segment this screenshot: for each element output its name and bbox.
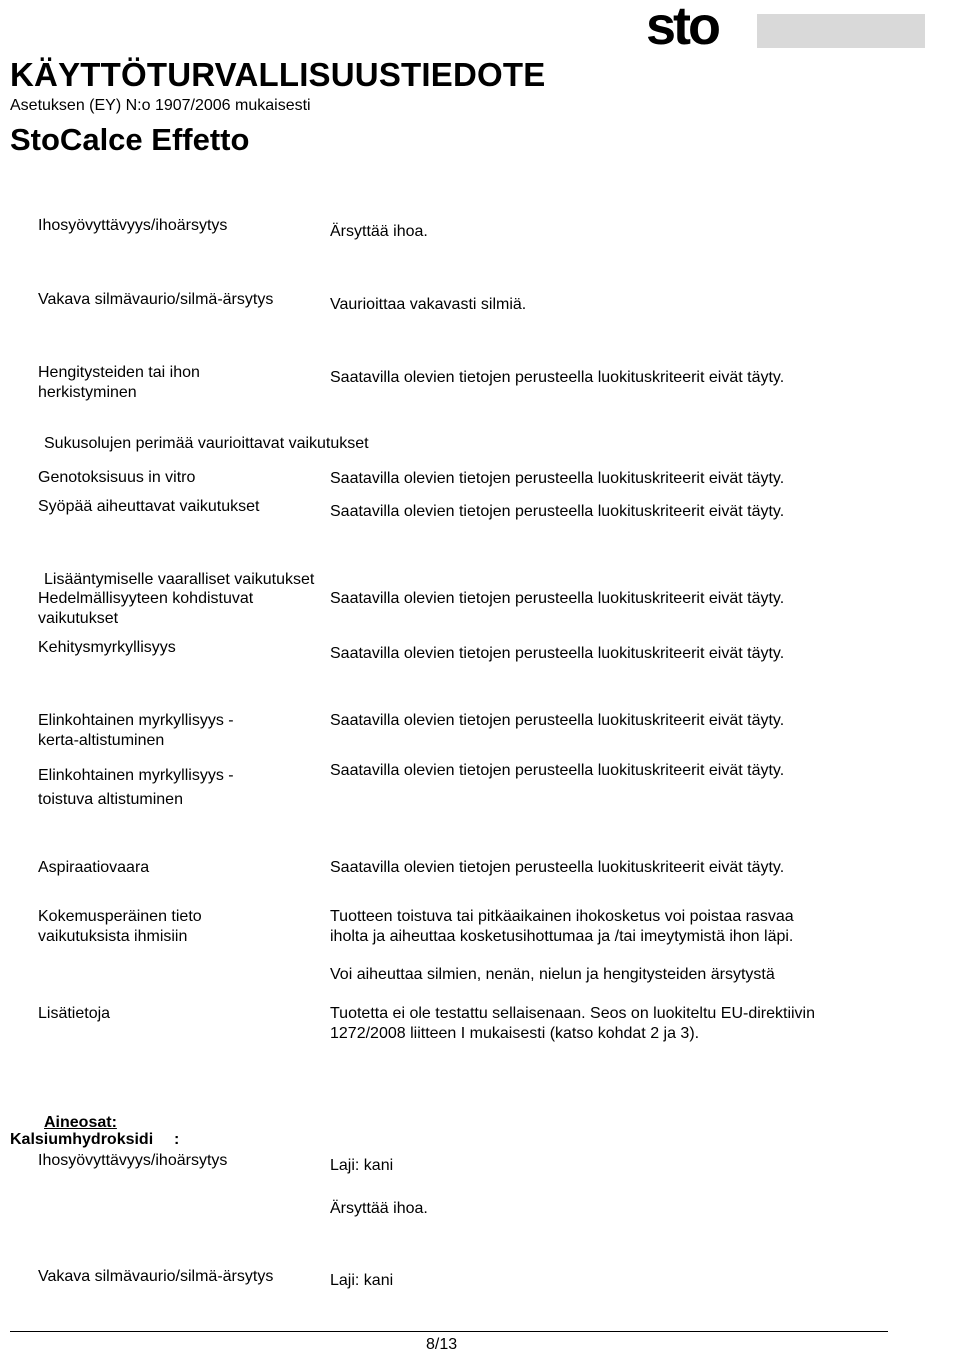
skin-irritation-value: Ärsyttää ihoa.: [330, 223, 428, 240]
stot-single-label-line1: Elinkohtainen myrkyllisyys -: [38, 712, 234, 729]
stot-single-label-line2: kerta-altistuminen: [38, 732, 165, 749]
sensitisation-label-line2: herkistyminen: [38, 384, 137, 401]
human-experience-value-line1: Tuotteen toistuva tai pitkäaikainen ihokosketus voi poistaa rasvaa: [330, 908, 794, 925]
ingredient-skin-species: Laji: kani: [330, 1157, 394, 1174]
genotoxicity-value: Saatavilla olevien tietojen perusteella luokituskriteerit eivät täyty.: [330, 470, 785, 487]
ingredient-skin-label: Ihosyövyttävyys/ihoärsytys: [38, 1152, 228, 1169]
ingredients-heading: Aineosat:: [44, 1114, 117, 1131]
aspiration-label: Aspiraatiovaara: [38, 859, 150, 876]
sto-logo: [646, 2, 742, 52]
skin-irritation-label: Ihosyövyttävyys/ihoärsytys: [38, 217, 228, 234]
fertility-value: Saatavilla olevien tietojen perusteella luokituskriteerit eivät täyty.: [330, 590, 785, 607]
human-experience-label-line1: Kokemusperäinen tieto: [38, 908, 202, 925]
fertility-label-line2: vaikutukset: [38, 610, 119, 627]
additional-info-label: Lisätietoja: [38, 1005, 111, 1022]
developmental-value: Saatavilla olevien tietojen perusteella luokituskriteerit eivät täyty.: [330, 645, 785, 662]
ingredient-eye-species: Laji: kani: [330, 1272, 394, 1289]
aspiration-value: Saatavilla olevien tietojen perusteella luokituskriteerit eivät täyty.: [330, 859, 785, 876]
stot-single-value: Saatavilla olevien tietojen perusteella luokituskriteerit eivät täyty.: [330, 712, 785, 729]
substance-colon: :: [174, 1131, 180, 1148]
germ-cell-heading: Sukusolujen perimää vaurioittavat vaikutukset: [44, 435, 369, 452]
stot-repeated-label-line1: Elinkohtainen myrkyllisyys -: [38, 767, 234, 784]
stot-repeated-label-line2: toistuva altistuminen: [38, 791, 183, 808]
human-experience-value-line3: Voi aiheuttaa silmien, nenän, nielun ja hengitysteiden ärsytystä: [330, 966, 775, 983]
fertility-label-line1: Hedelmällisyyteen kohdistuvat: [38, 590, 254, 607]
header-gray-bar: [757, 14, 925, 48]
human-experience-value-line2: iholta ja aiheuttaa kosketusihottumaa ja /tai imeytymistä ihon läpi.: [330, 928, 794, 945]
reproductive-heading: Lisääntymiselle vaaralliset vaikutukset: [44, 571, 315, 588]
eye-damage-label: Vakava silmävaurio/silmä-ärsytys: [38, 291, 274, 308]
genotoxicity-label: Genotoksisuus in vitro: [38, 469, 196, 486]
carcinogenicity-value: Saatavilla olevien tietojen perusteella luokituskriteerit eivät täyty.: [330, 503, 785, 520]
stot-repeated-value: Saatavilla olevien tietojen perusteella luokituskriteerit eivät täyty.: [330, 762, 785, 779]
substance-name: Kalsiumhydroksidi: [10, 1131, 154, 1148]
svg-text:sto: sto: [646, 2, 718, 52]
additional-info-value-line2: 1272/2008 liitteen I mukaisesti (katso kohdat 2 ja 3).: [330, 1025, 700, 1042]
developmental-label: Kehitysmyrkyllisyys: [38, 639, 176, 656]
product-name: StoCalce Effetto: [10, 122, 250, 157]
additional-info-value-line1: Tuotetta ei ole testattu sellaisenaan. Seos on luokiteltu EU-direktiivin: [330, 1005, 816, 1022]
human-experience-label-line2: vaikutuksista ihmisiin: [38, 928, 188, 945]
eye-damage-value: Vaurioittaa vakavasti silmiä.: [330, 296, 527, 313]
sensitisation-label-line1: Hengitysteiden tai ihon: [38, 364, 200, 381]
page-number: 8/13: [426, 1336, 458, 1353]
footer-rule: [10, 1331, 888, 1332]
carcinogenicity-label: Syöpää aiheuttavat vaikutukset: [38, 498, 260, 515]
ingredient-skin-result: Ärsyttää ihoa.: [330, 1200, 428, 1217]
sensitisation-value: Saatavilla olevien tietojen perusteella luokituskriteerit eivät täyty.: [330, 369, 785, 386]
regulation-subtitle: Asetuksen (EY) N:o 1907/2006 mukaisesti: [10, 97, 311, 114]
document-title: KÄYTTÖTURVALLISUUSTIEDOTE: [10, 56, 546, 93]
ingredient-eye-label: Vakava silmävaurio/silmä-ärsytys: [38, 1268, 274, 1285]
